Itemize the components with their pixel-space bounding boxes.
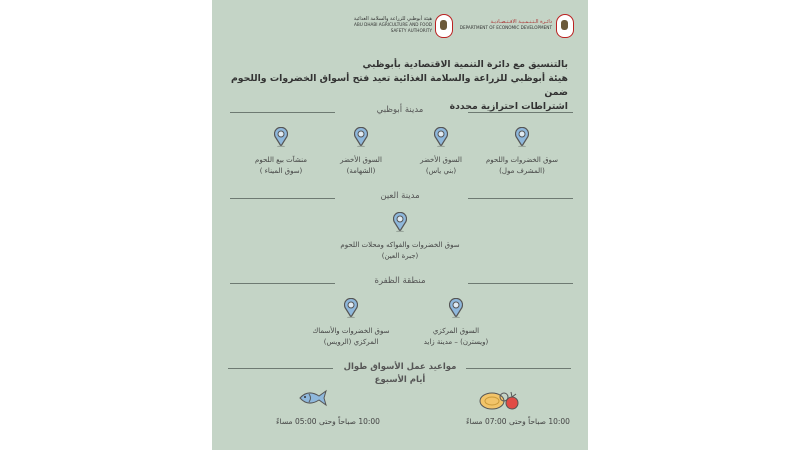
location-pin-icon xyxy=(274,127,288,147)
market-name: السوق المركزي xyxy=(432,327,480,335)
market-label xyxy=(320,240,480,262)
section-header-alain xyxy=(212,191,588,205)
market-name: سوق الخضروات والفواكه ومحلات اللحوم xyxy=(340,241,460,249)
location-pin-icon xyxy=(449,298,463,318)
market-label xyxy=(401,326,511,348)
section-header-hours xyxy=(212,361,588,385)
market-name: السوق الأخضر xyxy=(340,156,382,164)
adafsa-emblem-logo xyxy=(435,14,453,38)
ded-name-ar: دائـرة الـتـنـمـيـة الاقـتـصـاديـة xyxy=(490,19,552,25)
section-header-abudhabi xyxy=(212,105,588,119)
location-pin-icon xyxy=(515,127,529,147)
ded-logo-text xyxy=(452,19,552,31)
location-pin-icon xyxy=(354,127,368,147)
market-area: المركزي (الرويس) xyxy=(323,338,379,346)
market-name: منشآت بيع اللحوم xyxy=(255,156,307,164)
hours-title-line-2: أيام الأسبوع xyxy=(374,375,426,385)
adafsa-logo-text xyxy=(332,16,432,34)
hours-title xyxy=(212,361,588,387)
produce-meat-hours: 10:00 صباحاً وحتى 07:00 مساءً xyxy=(466,417,570,426)
ded-name-en: DEPARTMENT OF ECONOMIC DEVELOPMENT xyxy=(459,25,552,30)
section-title: مدينة العين xyxy=(380,191,420,201)
fish-hours: 10:00 صباحاً وحتى 05:00 مساءً xyxy=(276,417,380,426)
market-area: (جبرة العين) xyxy=(381,252,419,260)
market-area: (سوق الميناء ) xyxy=(259,167,303,175)
infographic-panel xyxy=(212,0,588,450)
adafsa-name-en-2: SAFETY AUTHORITY xyxy=(390,28,432,33)
market-label xyxy=(226,155,336,177)
market-name: السوق الأخضر xyxy=(420,156,462,164)
hours-title-line-1: مواعيد عمل الأسواق طوال xyxy=(343,362,457,372)
fish-icon xyxy=(298,388,328,408)
section-title: منطقة الظفرة xyxy=(374,276,426,286)
headline-line-3: اشتراطات احترازية محددة xyxy=(449,101,568,112)
market-area: (الشهامة) xyxy=(346,167,376,175)
market-name: سوق الخضروات والأسماك xyxy=(312,327,390,335)
market-name: سوق الخضروات واللحوم xyxy=(485,156,559,164)
meat-vegetable-icon xyxy=(478,386,522,412)
location-pin-icon xyxy=(393,212,407,232)
adafsa-name-en: ABU DHABI AGRICULTURE AND FOOD xyxy=(353,22,432,27)
market-area: (بني ياس) xyxy=(425,167,457,175)
market-area: (ويسترن) – مدينة زايد xyxy=(423,338,489,346)
location-pin-icon xyxy=(344,298,358,318)
section-header-dhafra xyxy=(212,276,588,290)
headline-line-1: بالتنسيق مع دائرة التنمية الاقتصادية بأبوظبي xyxy=(362,59,568,70)
ded-emblem-logo xyxy=(556,14,574,38)
location-pin-icon xyxy=(434,127,448,147)
section-title: مدينة أبوظبي xyxy=(376,105,424,115)
market-area: (المشرف مول) xyxy=(499,167,545,175)
market-label xyxy=(296,326,406,348)
headline-line-2: هيئة أبوظبي للزراعة والسلامة الغذائية تعيد فتح أسواق الخضروات واللحوم ضمن xyxy=(230,73,568,98)
adafsa-name-ar: هيئة أبوظبي للزراعة والسلامة الغذائية xyxy=(353,16,432,22)
